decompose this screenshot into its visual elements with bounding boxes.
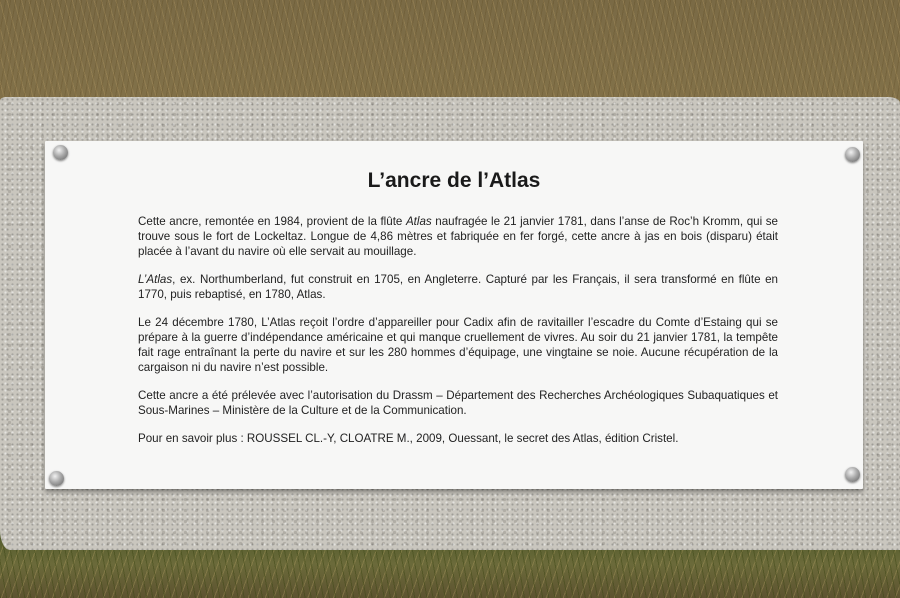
- paragraph-1-text-b: naufragée le 21 janvier 1781, dans l’anse de Roc’h Kromm, qui se trouve sous le fort de Lockeltaz. Longue de 4,86 mètres et fabriquée en fer forgé, cette ancre à jas en bois (disparu) était placée à l’avant du navire où elle servait au mouillage.: [138, 215, 778, 258]
- paragraph-shipwreck: Le 24 décembre 1780, L’Atlas reçoit l’ordre d’appareiller pour Cadix afin de ravitailler l’escadre du Comte d’Estaing qui se prépare à la guerre d’indépendance américaine et qui manque cruellement de vivres. Au soir du 21 janvier 1781, la tempête fait rage entraînant la perte du navire et sur les 280 hommes d’équipage, une vingtaine se noie. Aucune récupération de la cargaison ni du navire n’est possible.: [138, 316, 778, 374]
- screw-bottom-left-icon: [49, 471, 64, 486]
- paragraph-authorization: Cette ancre a été prélevée avec l’autorisation du Drassm – Département des Recherches Archéologiques Subaquatiques et Sous-Marines – Ministère de la Culture et de la Communication.: [138, 389, 778, 417]
- screw-top-left-icon: [53, 145, 68, 160]
- information-plaque: [45, 141, 863, 489]
- paragraph-1-ship-name: Atlas: [405, 215, 432, 228]
- paragraph-1-text-a: Cette ancre, remontée en 1984, provient de la flûte: [138, 215, 406, 228]
- paragraph-ship-history: [138, 272, 778, 302]
- paragraph-reference: Pour en savoir plus : ROUSSEL CL.-Y, CLOATRE M., 2009, Ouessant, le secret des Atlas, édition Cristel.: [138, 432, 679, 445]
- plaque-body: [138, 214, 778, 459]
- paragraph-2-text: , ex. Northumberland, fut construit en 1705, en Angleterre. Capturé par les Français, il sera transformé en flûte en 1770, puis rebaptisé, en 1780, Atlas.: [138, 273, 778, 301]
- screw-top-right-icon: [845, 147, 860, 162]
- paragraph-2-ship-name: L’Atlas: [138, 273, 173, 286]
- screw-bottom-right-icon: [845, 467, 860, 482]
- plaque-title: L’ancre de l’Atlas: [367, 169, 541, 192]
- paragraph-anchor-origin: [138, 214, 778, 259]
